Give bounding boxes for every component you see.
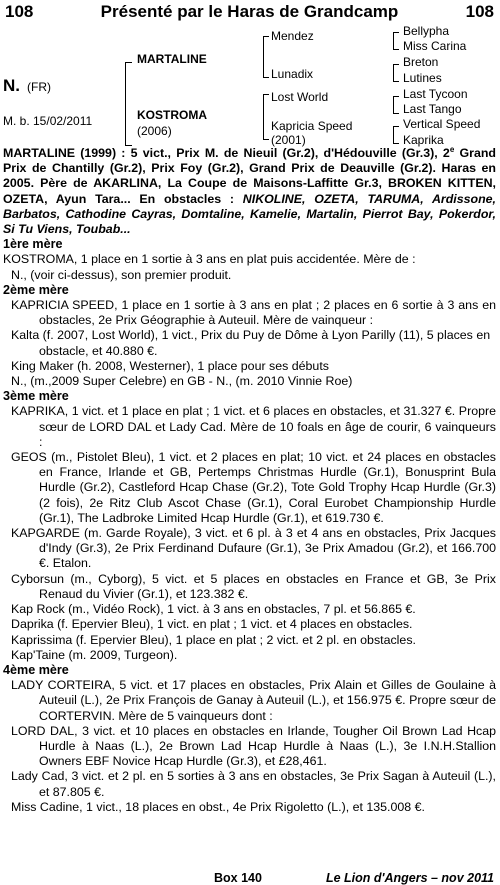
dam-name: KOSTROMA (137, 108, 207, 122)
ggen-7: Vertical Speed (403, 117, 481, 131)
fourth-dam-misscadine: Miss Cadine, 1 vict., 18 places en obst., 4e Prix Rigoletto (L.), et 135.008 €. (11, 799, 425, 814)
granddam-2: Kapricia Speed (271, 119, 353, 133)
ggen-bracket-4 (393, 126, 399, 144)
consignor-title: Présenté par le Haras de Grandcamp (100, 2, 399, 21)
granddam-1: Lost World (271, 90, 329, 104)
third-dam-geos: GEOS (m., Pistolet Bleu), 1 vict. et 2 places en plat; 10 vict. et 24 places en obstacles en France, Irlande et GB, Pertemps Christmas Hurdle (Gr.1), Bonusprint Bula Hurdle (Gr.2), Castleford Hcap Chase (Gr.2), Tote Gold Trophy Hcap Hurdle (Gr.3) (2 fois), 2e Ritz Club Ascot Chase (Gr.1), Coral Eurobet Championship Hurdle (Gr.1), The Ladbroke Limited Hcap Hurdle (Gr.1), et 619.730 €. (11, 450, 496, 525)
fourth-dam-title: 4ème mère (3, 662, 69, 677)
sire-bracket (263, 36, 269, 78)
ggen-3: Breton (403, 55, 439, 69)
ggen-6: Last Tango (403, 102, 462, 116)
ggen-bracket-1 (393, 32, 399, 50)
third-dam-daprika: Daprika (f. Epervier Bleu), 1 vict. en plat ; 1 vict. et 4 places en obstacles. (11, 617, 413, 632)
third-dam-text: KAPRIKA, 1 vict. et 1 place en plat ; 1 vict. et 6 places en obstacles, et 31.327 €. Propre sœur de LORD DAL et Lady Cad. Mère de 10 foals en âge de courir, 6 vainqueurs : (11, 404, 496, 449)
ggen-2: Miss Carina (403, 39, 467, 53)
fourth-dam-text: LADY CORTEIRA, 5 vict. et 17 places en obstacles, Prix Alain et Gilles de Goulaine à Auteuil (L.), 2e Prix François de Ganay à Auteuil (L.), et 156.975 €. Propre sœur de CORTERVIN. Mère de 5 vainqueurs dont : (11, 678, 496, 723)
lot-number-right: 108 (465, 2, 494, 21)
ggen-8: Kaprika (403, 133, 444, 147)
second-dam-produce-1: Kalta (f. 2007, Lost World), 1 vict., Prix du Puy de Dôme à Lyon Parilly (11), 5 places en obstacle, et 40.880 €. (11, 328, 491, 358)
granddam-2-year: (2001) (271, 133, 306, 147)
third-dam-cyborsun: Cyborsun (m., Cyborg), 5 vict. et 5 places en obstacles en France et GB, 3e Prix Renaud du Vivier (Gr.1), et 123.382 €. (11, 571, 496, 601)
ggen-bracket-3 (393, 96, 399, 114)
pedigree-table (3, 22, 496, 146)
third-dam-kaprissima: Kaprissima (f. Epervier Bleu), 1 place en plat ; 2 vict. et 2 pl. en obstacles. (11, 632, 416, 647)
fourth-dam-ladycad: Lady Cad, 3 vict. et 2 pl. en 5 sorties à 3 ans en obstacles, 3e Prix Sagan à Auteuil (L.), et 87.805 €. (11, 769, 496, 799)
second-dam-text: KAPRICIA SPEED, 1 place en 1 sortie à 3 ans en plat ; 2 places en 6 sortie à 3 ans en obstacles, 2e Prix Géographie à Auteuil. Mère de vainqueur : (11, 298, 496, 328)
catalogue-text (3, 146, 496, 815)
second-dam-produce-3: N., (m.,2009 Super Celebre) en GB - N., (m. 2010 Vinnie Roe) (11, 374, 353, 389)
third-dam-kaptaine: Kap'Taine (m. 2009, Turgeon). (11, 647, 178, 662)
sire-dam-bracket (125, 62, 132, 146)
dam-bracket (263, 94, 269, 140)
horse-name: N. (3, 76, 20, 95)
second-dam-title: 2ème mère (3, 282, 69, 297)
ggen-4: Lutines (403, 71, 442, 85)
horse-origin: (FR) (27, 80, 51, 94)
sale-location: Le Lion d'Angers – nov 2011 (325, 871, 494, 885)
third-dam-kaprock: Kap Rock (m., Vidéo Rock), 1 vict. à 3 ans en obstacles, 7 pl. et 56.865 €. (11, 602, 416, 617)
dam-year: (2006) (137, 124, 172, 138)
grandsire-1: Mendez (271, 29, 314, 43)
ggen-1: Bellypha (403, 24, 450, 38)
lot-number-left: 108 (5, 2, 34, 21)
grandsire-2: Lunadix (271, 67, 314, 81)
first-dam-title: 1ère mère (3, 237, 63, 252)
first-dam-text: KOSTROMA, 1 place en 1 sortie à 3 ans en plat puis accidentée. Mère de : (3, 252, 416, 267)
page-header (3, 2, 496, 22)
second-dam-produce-2: King Maker (h. 2008, Westerner), 1 place pour ses débuts (11, 358, 329, 373)
third-dam-kapgarde: KAPGARDE (m. Garde Royale), 3 vict. et 6 pl. à 3 et 4 ans en obstacles, Prix Jacques d'Indy (Gr.3), 2e Prix Ferdinand Dufaure (Gr.1), 3e Prix Amadou (Gr.2), et 166.700 €. Etalon. (11, 526, 496, 571)
third-dam-title: 3ème mère (3, 389, 69, 404)
sire-paragraph: MARTALINE (1999) : 5 vict., Prix M. de Nieuil (Gr.2), d'Hédouville (Gr.3), 2e Grand Prix de Chantilly (Gr.2), Prix Foy (Gr.2), Grand Prix de Deauville (Gr.2). Haras en 2005. Père de AKARLINA, La Coupe de Maisons-Laffitte Gr.3, BROKEN KITTEN, OZETA, Ayun Tara... En obstacles : NIKOLINE, OZETA, TARUMA, Ardissone, Barbatos, Cathodine Cayras, Domtaline, Kamelie, Martalin, Pierrot Bay, Pokerdor, Si Tu Viens, Toubab... (3, 144, 496, 237)
box-number: Box 140 (214, 871, 262, 885)
first-dam-produce: N., (voir ci-dessus), son premier produit. (11, 267, 232, 282)
fourth-dam-lorddal: LORD DAL, 3 vict. et 10 places en obstacles en Irlande, Tougher Oil Brown Lad Hcap Hurdle à Naas (L.), 2e Brown Lad Hcap Hurdle à Naas (L.), 3e I.N.H.Stallion Owners EBF Novice Hcap Hurdle (Gr.3), et £28,461. (11, 723, 496, 769)
horse-info: M. b. 15/02/2011 (3, 114, 93, 128)
ggen-bracket-2 (393, 64, 399, 82)
sire-name: MARTALINE (137, 52, 207, 66)
ggen-5: Last Tycoon (403, 87, 468, 101)
